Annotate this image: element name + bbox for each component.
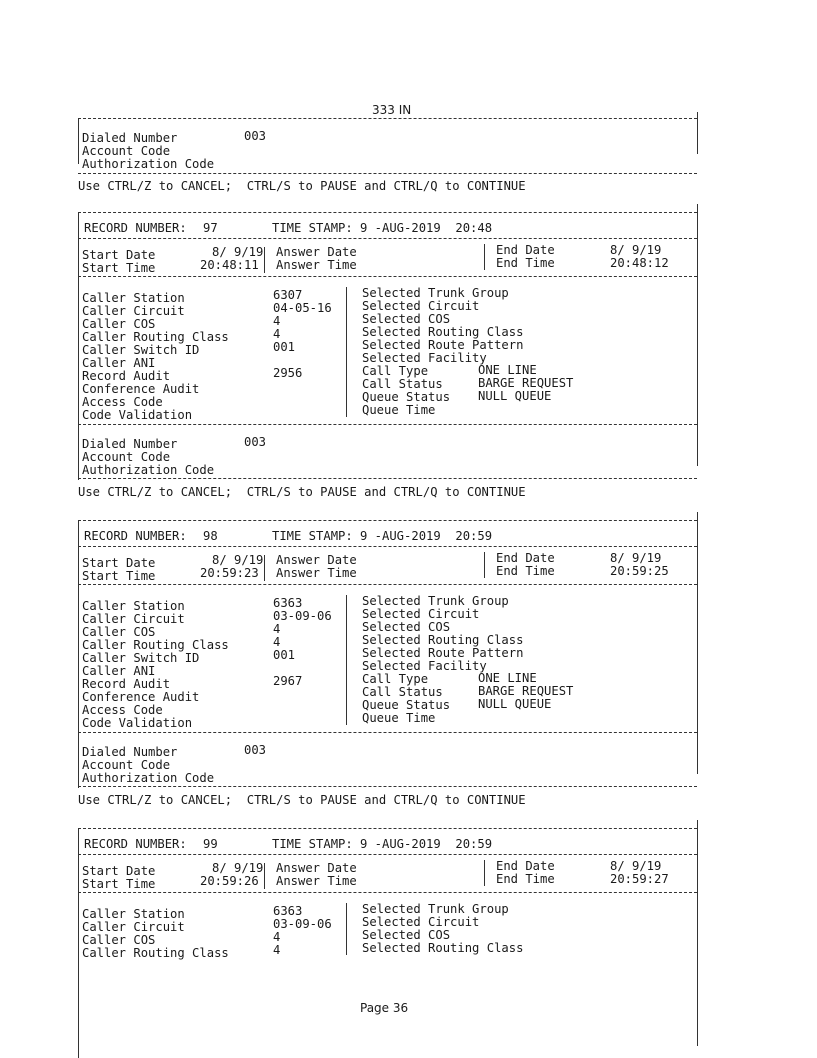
record-header-rule <box>78 546 697 547</box>
box-bottom-rule <box>78 173 697 174</box>
end-time: 20:59:27 <box>610 872 669 886</box>
start-time-label: Start Time <box>82 261 156 275</box>
selected-field-label: Call Status <box>362 377 443 391</box>
selected-field-label: Selected Routing Class <box>362 325 524 339</box>
end-date: 8/ 9/19 <box>610 551 662 565</box>
record-left-edge <box>78 828 79 1058</box>
record-bottom-right-edge <box>697 426 698 466</box>
end-date-label: End Date <box>496 859 555 873</box>
caller-field-label: Caller Circuit <box>82 304 185 318</box>
caller-field-label: Record Audit <box>82 369 171 383</box>
caller-field-value: 2967 <box>273 674 303 688</box>
start-date-label: Start Date <box>82 864 156 878</box>
selected-field-label: Selected Circuit <box>362 915 480 929</box>
caller-field-value: 6363 <box>273 904 303 918</box>
record-number: 97 <box>203 221 218 235</box>
end-separator <box>484 552 485 578</box>
record-bottom-left-edge <box>78 732 79 788</box>
end-separator <box>484 860 485 886</box>
caller-field-label: Access Code <box>82 395 163 409</box>
field-value: 003 <box>244 129 267 143</box>
caller-field-label: Caller Switch ID <box>82 343 200 357</box>
selected-field-label: Selected Trunk Group <box>362 286 509 300</box>
caller-field-label: Conference Audit <box>82 690 200 704</box>
start-time-label: Start Time <box>82 569 156 583</box>
record-top-rule <box>78 520 697 521</box>
end-date-label: End Date <box>496 551 555 565</box>
answer-date-label: Answer Date <box>276 553 357 567</box>
end-date: 8/ 9/19 <box>610 243 662 257</box>
start-time: 20:59:23 <box>200 566 259 580</box>
timestamp-label: TIME STAMP: <box>272 529 353 543</box>
record-bottom-rule <box>78 478 697 479</box>
box-left-edge <box>78 118 79 164</box>
start-time-label: Start Time <box>82 877 156 891</box>
selected-field-label: Call Status <box>362 685 443 699</box>
record-columns-rule <box>78 424 697 425</box>
record-header-rule <box>78 854 697 855</box>
selected-field-label: Selected Trunk Group <box>362 902 509 916</box>
field-value: 003 <box>244 435 267 449</box>
selected-field-label: Selected Facility <box>362 659 487 673</box>
column-separator <box>346 903 347 955</box>
selected-field-value: ONE LINE <box>478 671 537 685</box>
selected-field-label: Selected COS <box>362 312 451 326</box>
selected-field-label: Call Type <box>362 364 429 378</box>
caller-field-label: Caller ANI <box>82 356 156 370</box>
record-right-edge <box>697 512 698 740</box>
caller-field-label: Caller Circuit <box>82 920 185 934</box>
answer-time-label: Answer Time <box>276 258 357 272</box>
record-top-rule <box>78 828 697 829</box>
caller-field-value: 001 <box>273 340 296 354</box>
record-right-edge <box>697 204 698 432</box>
field-label: Account Code <box>82 758 171 772</box>
caller-field-label: Code Validation <box>82 716 193 730</box>
start-time: 20:48:11 <box>200 258 259 272</box>
caller-field-value: 04-05-16 <box>273 301 332 315</box>
selected-field-label: Selected Route Pattern <box>362 646 524 660</box>
timestamp-label: TIME STAMP: <box>272 837 353 851</box>
start-date-label: Start Date <box>82 556 156 570</box>
record-bottom-left-edge <box>78 424 79 480</box>
caller-field-label: Record Audit <box>82 677 171 691</box>
record-dates-rule <box>78 276 697 277</box>
end-date: 8/ 9/19 <box>610 859 662 873</box>
caller-field-label: Code Validation <box>82 408 193 422</box>
field-label: Dialed Number <box>82 745 178 759</box>
selected-field-label: Queue Status <box>362 698 451 712</box>
selected-field-label: Selected COS <box>362 928 451 942</box>
selected-field-label: Queue Time <box>362 403 436 417</box>
selected-field-label: Queue Status <box>362 390 451 404</box>
continue-prompt: Use CTRL/Z to CANCEL; CTRL/S to PAUSE and CTRL/Q to CONTINUE <box>78 793 526 807</box>
date-separator <box>264 863 265 889</box>
answer-time-label: Answer Time <box>276 566 357 580</box>
selected-field-label: Selected Circuit <box>362 607 480 621</box>
caller-field-value: 6363 <box>273 596 303 610</box>
record-left-edge <box>78 520 79 752</box>
selected-field-label: Selected COS <box>362 620 451 634</box>
caller-field-value: 6307 <box>273 288 303 302</box>
record-columns-rule <box>78 732 697 733</box>
end-time-label: End Time <box>496 872 555 886</box>
record-dates-rule <box>78 584 697 585</box>
timestamp-value: 9 -AUG-2019 20:59 <box>360 837 493 851</box>
record-bottom-rule <box>78 786 697 787</box>
record-bottom-right-edge <box>697 734 698 774</box>
caller-field-value: 001 <box>273 648 296 662</box>
selected-field-label: Selected Trunk Group <box>362 594 509 608</box>
field-value: 003 <box>244 743 267 757</box>
selected-field-value: NULL QUEUE <box>478 389 552 403</box>
field-label: Dialed Number <box>82 131 178 145</box>
selected-field-label: Selected Routing Class <box>362 941 524 955</box>
answer-date-label: Answer Date <box>276 245 357 259</box>
start-date: 8/ 9/19 <box>212 861 264 875</box>
caller-field-label: Caller COS <box>82 625 156 639</box>
end-time: 20:59:25 <box>610 564 669 578</box>
caller-field-label: Caller COS <box>82 317 156 331</box>
caller-field-label: Access Code <box>82 703 163 717</box>
record-header-rule <box>78 238 697 239</box>
answer-time-label: Answer Time <box>276 874 357 888</box>
field-label: Authorization Code <box>82 463 215 477</box>
start-date: 8/ 9/19 <box>212 245 264 259</box>
caller-field-value: 2956 <box>273 366 303 380</box>
field-label: Account Code <box>82 144 171 158</box>
caller-field-label: Caller Station <box>82 907 185 921</box>
timestamp-label: TIME STAMP: <box>272 221 353 235</box>
record-number: 98 <box>203 529 218 543</box>
box-right-edge <box>697 112 698 154</box>
end-separator <box>484 244 485 270</box>
selected-field-value: BARGE REQUEST <box>478 376 574 390</box>
caller-field-label: Caller Switch ID <box>82 651 200 665</box>
caller-field-value: 4 <box>273 314 281 328</box>
caller-field-value: 4 <box>273 622 281 636</box>
caller-field-value: 03-09-06 <box>273 917 332 931</box>
selected-field-value: NULL QUEUE <box>478 697 552 711</box>
page-header: 333 IN <box>372 103 412 117</box>
date-separator <box>264 555 265 581</box>
field-label: Authorization Code <box>82 157 215 171</box>
timestamp-value: 9 -AUG-2019 20:48 <box>360 221 493 235</box>
selected-field-value: BARGE REQUEST <box>478 684 574 698</box>
start-time: 20:59:26 <box>200 874 259 888</box>
selected-field-value: ONE LINE <box>478 363 537 377</box>
end-date-label: End Date <box>496 243 555 257</box>
record-number: 99 <box>203 837 218 851</box>
record-dates-rule <box>78 892 697 893</box>
field-label: Dialed Number <box>82 437 178 451</box>
caller-field-label: Caller Routing Class <box>82 638 229 652</box>
caller-field-value: 4 <box>273 327 281 341</box>
caller-field-label: Conference Audit <box>82 382 200 396</box>
caller-field-value: 03-09-06 <box>273 609 332 623</box>
timestamp-value: 9 -AUG-2019 20:59 <box>360 529 493 543</box>
record-number-label: RECORD NUMBER: <box>84 529 187 543</box>
start-date: 8/ 9/19 <box>212 553 264 567</box>
record-left-edge <box>78 212 79 444</box>
column-separator <box>346 595 347 725</box>
selected-field-label: Selected Route Pattern <box>362 338 524 352</box>
caller-field-label: Caller Station <box>82 599 185 613</box>
end-time-label: End Time <box>496 564 555 578</box>
caller-field-label: Caller ANI <box>82 664 156 678</box>
page-number: Page 36 <box>360 1001 409 1015</box>
record-top-rule <box>78 212 697 213</box>
record-right-edge <box>697 820 698 1046</box>
selected-field-label: Selected Facility <box>362 351 487 365</box>
record-number-label: RECORD NUMBER: <box>84 837 187 851</box>
selected-field-label: Selected Routing Class <box>362 633 524 647</box>
selected-field-label: Selected Circuit <box>362 299 480 313</box>
column-separator <box>346 287 347 417</box>
caller-field-label: Caller COS <box>82 933 156 947</box>
continue-prompt: Use CTRL/Z to CANCEL; CTRL/S to PAUSE and CTRL/Q to CONTINUE <box>78 485 526 499</box>
continue-prompt: Use CTRL/Z to CANCEL; CTRL/S to PAUSE and CTRL/Q to CONTINUE <box>78 179 526 193</box>
caller-field-value: 4 <box>273 930 281 944</box>
date-separator <box>264 247 265 273</box>
caller-field-label: Caller Routing Class <box>82 946 229 960</box>
selected-field-label: Call Type <box>362 672 429 686</box>
field-label: Authorization Code <box>82 771 215 785</box>
selected-field-label: Queue Time <box>362 711 436 725</box>
caller-field-value: 4 <box>273 943 281 957</box>
start-date-label: Start Date <box>82 248 156 262</box>
caller-field-label: Caller Station <box>82 291 185 305</box>
caller-field-label: Caller Routing Class <box>82 330 229 344</box>
field-label: Account Code <box>82 450 171 464</box>
box-top-rule <box>78 118 697 119</box>
record-number-label: RECORD NUMBER: <box>84 221 187 235</box>
caller-field-value: 4 <box>273 635 281 649</box>
caller-field-label: Caller Circuit <box>82 612 185 626</box>
answer-date-label: Answer Date <box>276 861 357 875</box>
end-time: 20:48:12 <box>610 256 669 270</box>
end-time-label: End Time <box>496 256 555 270</box>
